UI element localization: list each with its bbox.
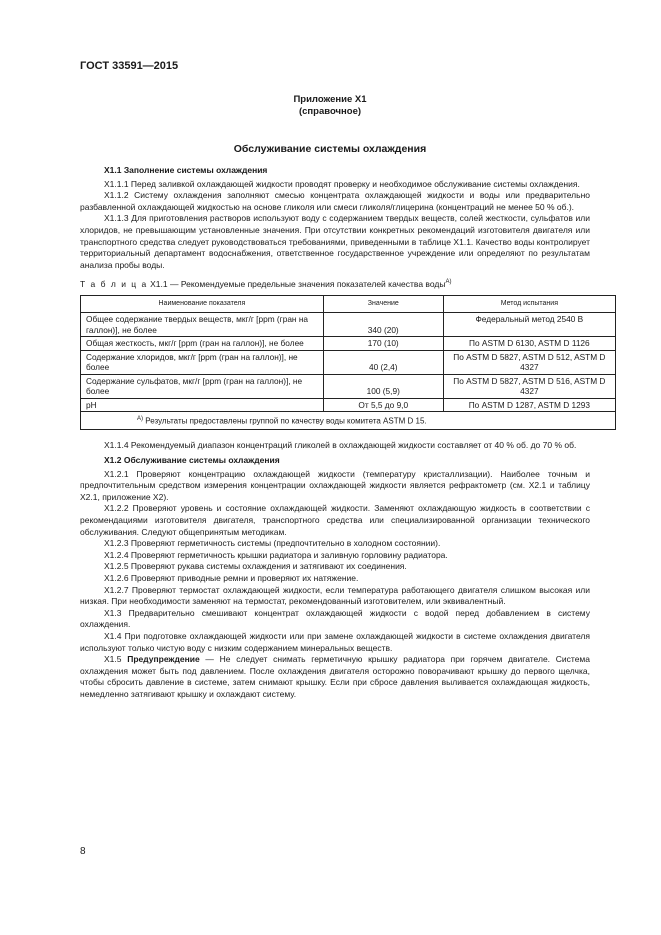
header-value: Значение — [323, 295, 443, 313]
paragraph-x1-2-6: Х1.2.6 Проверяют приводные ремни и проверяют их натяжение. — [104, 572, 359, 583]
cell-method: По ASTM D 1287, ASTM D 1293 — [443, 398, 615, 412]
table-caption-prefix: Т а б л и ц а — [80, 279, 148, 290]
cell-method: Федеральный метод 2540 В — [443, 313, 615, 337]
header-method: Метод испытания — [443, 295, 615, 313]
paragraph-x1-2-7: Х1.2.7 Проверяют термостат охлаждающей жидкости, если температура работающего двигателя слишком высокая или низкая. При необходимости заменяют на термостат, рекомендованный изготовителем, или эквивалентный. — [80, 584, 590, 607]
footnote-mark: А) — [137, 416, 143, 423]
subsection-heading-2: Х1.2 Обслуживание системы охлаждения — [104, 455, 280, 466]
paragraph-x1-1-3: Х1.1.3 Для приготовления растворов используют воду с содержанием твердых веществ, солей жесткости, сульфатов или хлоридов, не превышающим установленные значения. При отсутствии конкретных рекомендаций изготовителя двигателя или транспортного средства следует руководствоваться требованиями, приведенными в таблице Х1.1. Качество воды контролирует территориальный департамент водоснабжения, ответственное государственное учреждение или определяют по результатам анализа пробы воды. — [80, 213, 590, 270]
document-body — [80, 162, 606, 700]
cell-value: 170 (10) — [323, 337, 443, 351]
paragraph-x1-5 — [80, 654, 590, 700]
paragraph-x1-1-4: Х1.1.4 Рекомендуемый диапазон концентраций гликолей в охлаждающей жидкости составляет от 40 % об. до 70 % об. — [104, 440, 577, 451]
cell-name: pH — [81, 398, 324, 412]
table-row — [81, 398, 616, 412]
cell-name: Содержание хлоридов, мкг/г [ppm (гран на галлон)], не более — [81, 350, 324, 374]
water-quality-table — [80, 295, 616, 431]
table-row — [81, 337, 616, 351]
appendix-title: Приложение Х1 — [293, 94, 367, 105]
cell-name: Общее содержание твердых веществ, мкг/г [ppm (гран на галлон)], не более — [81, 313, 324, 337]
warning-text: — Не следует снимать герметичную крышку радиатора при горячем двигателе. Система охлаждения может быть под давлением. После охлаждения двигателя осторожно поворачивают крышку до первого щелчка, чтобы сбросить давление в системе, затем снимают крышку. Если при сбросе давления выливается охлаждающая жидкость, немедленно затягивают крышку и охлаждают систему. — [80, 654, 590, 699]
table-header-row — [81, 295, 616, 313]
table-row — [81, 313, 616, 337]
cell-name: Общая жесткость, мкг/г [ppm (гран на галлон)], не более — [81, 337, 324, 351]
paragraph-x1-3: Х1.3 Предварительно смешивают концентрат охлаждающей жидкости с водой перед добавлением в систему охлаждения. — [80, 607, 590, 630]
subsection-heading-1: Х1.1 Заполнение системы охлаждения — [104, 165, 268, 175]
table-row — [81, 374, 616, 398]
cell-method: По ASTM D 6130, ASTM D 1126 — [443, 337, 615, 351]
paragraph-x1-2-3: Х1.2.3 Проверяют герметичность системы (предпочтительно в холодном состоянии). — [104, 538, 441, 549]
appendix-subtitle: (справочное) — [298, 106, 362, 117]
cell-method: По ASTM D 5827, ASTM D 512, ASTM D 4327 — [443, 350, 615, 374]
header-name: Наименование показателя — [81, 295, 324, 313]
table-footnote — [81, 412, 616, 430]
cell-value: 100 (5,9) — [323, 374, 443, 398]
paragraph-x1-2-5: Х1.2.5 Проверяют рукава системы охлаждения и затягивают их соединения. — [104, 561, 407, 572]
paragraph-x1-2-2: Х1.2.2 Проверяют уровень и состояние охлаждающей жидкости. Заменяют охлаждающую жидкость в соответствии с рекомендациями изготовителя двигателя, транспортного средства или специализированной организации технического обслуживания. Следуют общепринятым методикам. — [80, 503, 590, 537]
paragraph-x1-4: Х1.4 При подготовке охлаждающей жидкости или при замене охлаждающей жидкости в системе охлаждения двигателя используют только чистую воду с низким содержанием минеральных веществ. — [80, 630, 590, 653]
footnote-text: Результаты предоставлены группой по качеству воды комитета ASTM D 15. — [145, 416, 427, 426]
appendix-heading — [80, 94, 580, 118]
table-caption-text: Х1.1 — Рекомендуемые предельные значения показателей качества воды — [150, 279, 446, 290]
table-caption-sup: А) — [445, 279, 452, 286]
paragraph-x1-1-2: Х1.1.2 Систему охлаждения заполняют смесью концентрата охлаждающей жидкости и воды или предварительно разбавленной охлаждающей жидкостью на основе гликоля или смеси гликоля/глицерина (концентраций не менее 50 % об.). — [80, 190, 590, 212]
table-caption — [80, 277, 590, 290]
warning-label: Предупреждение — [127, 654, 200, 665]
cell-value: 40 (2,4) — [323, 350, 443, 374]
paragraph-x1-2-4: Х1.2.4 Проверяют герметичность крышки радиатора и заливную горловину радиатора. — [104, 549, 448, 560]
cell-name: Содержание сульфатов, мкг/г [ppm (гран на галлон)], не более — [81, 374, 324, 398]
table-row — [81, 350, 616, 374]
section-title: Обслуживание системы охлаждения — [233, 143, 427, 155]
cell-value: 340 (20) — [323, 313, 443, 337]
cell-value: От 5,5 до 9,0 — [323, 398, 443, 412]
paragraph-x1-2-1: Х1.2.1 Проверяют концентрацию охлаждающей жидкости (температуру кристаллизации). Наиболее точным и предпочтительным средством измерения концентрации охлаждающей жидкости является рефрактометр (см. Х2.1 и таблицу Х2.1, приложение Х2). — [80, 468, 590, 502]
standard-number: ГОСТ 33591—2015 — [80, 60, 179, 72]
x1-5-prefix: Х1.5 — [104, 654, 122, 665]
cell-method: По ASTM D 5827, ASTM D 516, ASTM D 4327 — [443, 374, 615, 398]
page-number: 8 — [80, 846, 86, 857]
paragraph-x1-1-1: Х1.1.1 Перед заливкой охлаждающей жидкости проводят проверку и необходимое обслуживание системы охлаждения. — [104, 178, 580, 189]
table-footnote-row — [81, 412, 616, 430]
